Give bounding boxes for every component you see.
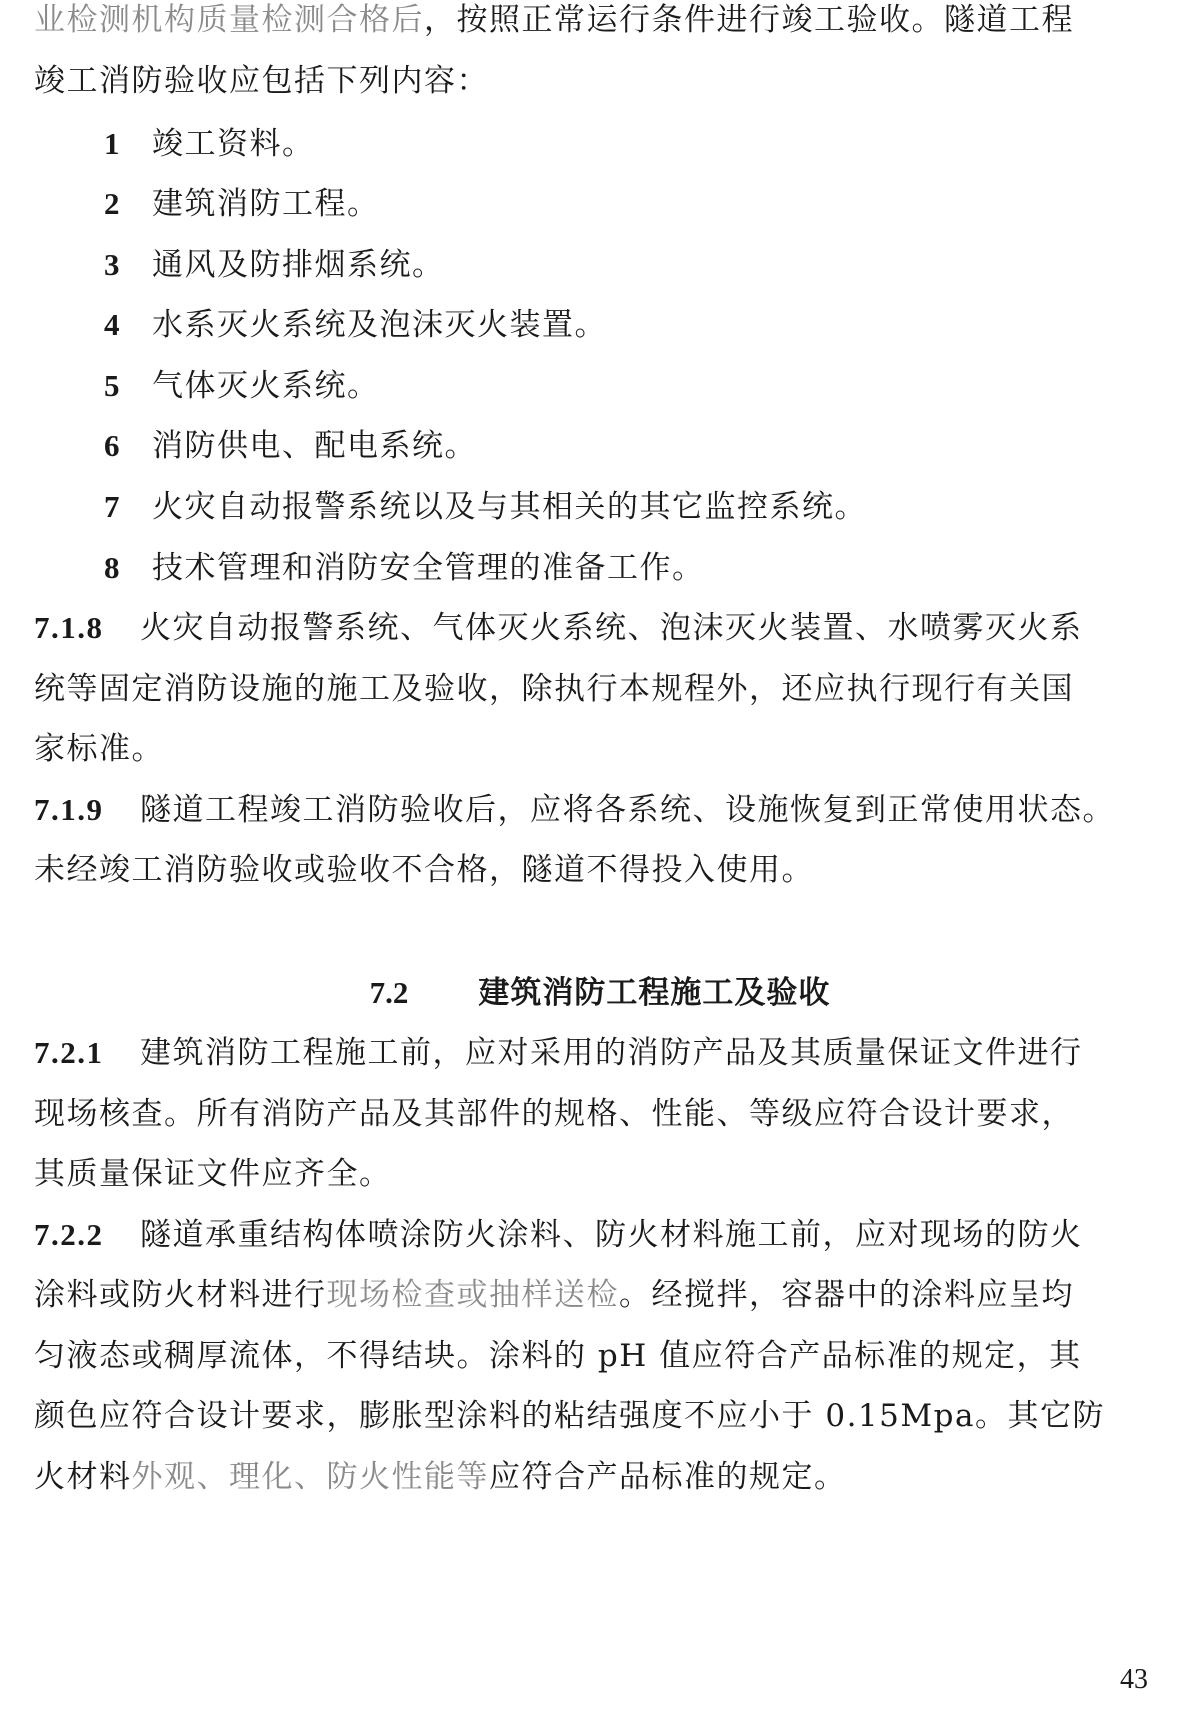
item-text: 技术管理和消防安全管理的准备工作。 xyxy=(152,550,705,586)
item-text: 建筑消防工程。 xyxy=(152,186,380,222)
clause-text: 火材料 xyxy=(34,1459,132,1495)
clause-7-2-2-line-3: 匀液态或稠厚流体，不得结块。涂料的 pH 值应符合产品标准的规定，其 xyxy=(34,1338,1082,1374)
clause-7-2-2-line-1 xyxy=(34,1209,1144,1261)
item-text: 火灾自动报警系统以及与其相关的其它监控系统。 xyxy=(152,489,867,525)
item-number: 4 xyxy=(104,307,121,342)
item-number: 8 xyxy=(104,550,121,585)
item-text: 消防供电、配电系统。 xyxy=(152,428,477,464)
clause-text: 隧道工程竣工消防验收后，应将各系统、设施恢复到正常使用状态。 xyxy=(140,792,1115,828)
intro-line-1 xyxy=(34,0,1144,46)
clause-7-2-1-line-1 xyxy=(34,1027,1144,1079)
clause-text: 应符合产品标准的规定。 xyxy=(489,1459,847,1495)
clause-7-2-2-line-4: 颜色应符合设计要求，膨胀型涂料的粘结强度不应小于 0.15Mpa。其它防 xyxy=(34,1398,1105,1434)
clause-text: 隧道承重结构体喷涂防火涂料、防火材料施工前，应对现场的防火 xyxy=(140,1217,1083,1253)
clause-text: 建筑消防工程施工前，应对采用的消防产品及其质量保证文件进行 xyxy=(140,1035,1083,1071)
intro-text: ，按照正常运行条件进行竣工验收。隧道工程 xyxy=(424,2,1074,38)
clause-7-1-8-line-2: 统等固定消防设施的施工及验收，除执行本规程外，还应执行现行有关国 xyxy=(34,671,1074,707)
clause-7-2-1-line-2: 现场核查。所有消防产品及其部件的规格、性能、等级应符合设计要求， xyxy=(34,1096,1074,1132)
section-number: 7.2 xyxy=(369,975,409,1010)
faded-text: 外观、理化、防火性能等 xyxy=(131,1459,489,1495)
clause-7-2-2-line-5 xyxy=(34,1451,1144,1503)
list-item xyxy=(104,420,1200,472)
item-text: 气体灭火系统。 xyxy=(152,368,380,404)
clause-7-1-9-line-1 xyxy=(34,784,1144,836)
item-number: 7 xyxy=(104,489,121,524)
page-number: 43 xyxy=(1120,1664,1148,1695)
section-title: 建筑消防工程施工及验收 xyxy=(478,975,831,1011)
list-item xyxy=(104,239,1200,291)
clause-7-2-2-line-2 xyxy=(34,1269,1144,1321)
clause-number: 7.1.8 xyxy=(34,610,104,645)
item-number: 5 xyxy=(104,368,121,403)
list-item xyxy=(104,118,1200,170)
clause-number: 7.2.1 xyxy=(34,1035,104,1070)
intro-line-2: 竣工消防验收应包括下列内容： xyxy=(34,63,489,99)
clause-number: 7.1.9 xyxy=(34,792,104,827)
clause-7-2-1-line-3: 其质量保证文件应齐全。 xyxy=(34,1156,392,1192)
list-item xyxy=(104,542,1200,594)
clause-text: 。经搅拌，容器中的涂料应呈均 xyxy=(619,1277,1074,1313)
clause-text: 火灾自动报警系统、气体灭火系统、泡沫灭火装置、水喷雾灭火系 xyxy=(140,610,1083,646)
item-number: 2 xyxy=(104,186,121,221)
list-item xyxy=(104,178,1200,230)
clause-number: 7.2.2 xyxy=(34,1217,104,1252)
list-item xyxy=(104,360,1200,412)
clause-7-1-8-line-1 xyxy=(34,602,1144,654)
section-heading xyxy=(0,967,1200,1019)
item-number: 3 xyxy=(104,247,121,282)
list-item xyxy=(104,481,1200,533)
item-number: 6 xyxy=(104,428,121,463)
clause-7-1-8-line-3: 家标准。 xyxy=(34,731,164,767)
item-text: 通风及防排烟系统。 xyxy=(152,247,445,283)
item-text: 竣工资料。 xyxy=(152,126,315,162)
faded-text: 现场检查或抽样送检 xyxy=(326,1277,619,1313)
item-number: 1 xyxy=(104,126,121,161)
list-item xyxy=(104,299,1200,351)
clause-text: 涂料或防火材料进行 xyxy=(34,1277,327,1313)
intro-faded-text: 业检测机构质量检测合格后 xyxy=(34,2,424,38)
item-text: 水系灭火系统及泡沫灭火装置。 xyxy=(152,307,607,343)
clause-7-1-9-line-2: 未经竣工消防验收或验收不合格，隧道不得投入使用。 xyxy=(34,852,814,888)
